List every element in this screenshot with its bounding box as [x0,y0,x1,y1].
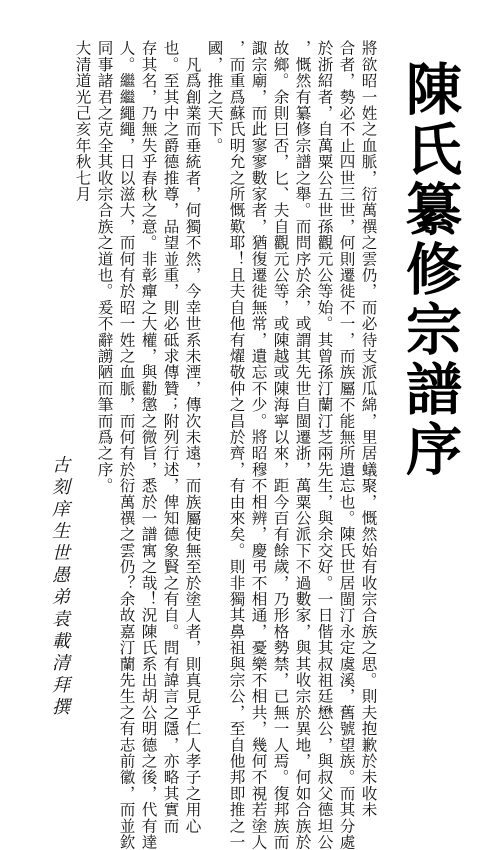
text-column-9: 凡爲創業而垂統者，何獨不然，今幸世系未湮，傳次未遠，而族屬使無至於塗人者，則真見乎仁人孝子之用心 [183,40,202,834]
text-column-5: 故鄉。余則曰否，匕、夫自觀元公等，或陳越或陳海寧以來，距今百有餘歲，乃形格勢禁，已無一人焉。復邦族而 [271,40,290,850]
text-column-4: ，慨然有纂修宗譜之舉。而問序於余，或謂其先世自閩遷浙，萬粟公派下不過數家，與其收宗於異地，何如合族於 [293,40,312,850]
text-column-7: ，而重爲蘇氏明允之所慨歎耶！且夫自他有燿敬仲之昌於齊，有由來矣。則非獨其鼻祖與宗公，至自他邦即推之一 [227,40,246,850]
text-column-13: 同事諸君之克全其收宗合族之道也。爰不辭謭陋而筆而爲之序。 [95,40,114,494]
text-column-1: 將欲昭一姓之血脈，衍萬禩之雲仍，而必待支派瓜綿，里居蟻聚，慨然始有收宗合族之思。則夫抱歉於未收未 [359,40,378,818]
text-column-2: 合者，勢必不止四世三世，何則遷徙不一，而族屬不能無所遺忘也。陳氏世居閩汀永定虞溪，舊號望族。而其分處 [337,40,356,850]
text-column-10: 也。至其中之爵德推尊，品望並重，則必砥求傳贊；附列行述，俾知德象賢之有自。問有諱言之隱，亦略其實而 [161,40,180,834]
text-column-6: 諏宗廟，而此寥寥數家者，猶復遷徙無常，遺忘不少。將昭穆不相辨，慶弔不相通，憂樂不相共，幾何不視若塗人 [249,40,268,850]
text-column-8: 國，推之天下。 [205,40,224,154]
text-column-12: 人。繼繼繩繩，日以滋大，而何有於昭一姓之血脈，而何有於衍萬禩之雲仍？余故嘉汀蘭先生之有志前徽，而並欽 [117,40,136,850]
page-title: 陳氏纂修宗譜序 [397,60,463,480]
text-column-11: 存其名，乃無失乎春秋之意。非彰癉之大權，與勸懲之微旨，悉於一譜寓之哉！況陳氏系出胡公明德之後，代有達 [139,40,158,850]
text-column-3: 於浙紹者，自萬粟公五世孫觀元公等始。其曾孫汀蘭汀芝兩先生，與余交好。一日偕其叔祖廷懋公，與叔父德坦公 [315,40,334,850]
date-line: 大清道光己亥年秋七月 [73,40,92,202]
author-signature: 古刻庠生世愚弟袁載清拜撰 [49,455,70,719]
